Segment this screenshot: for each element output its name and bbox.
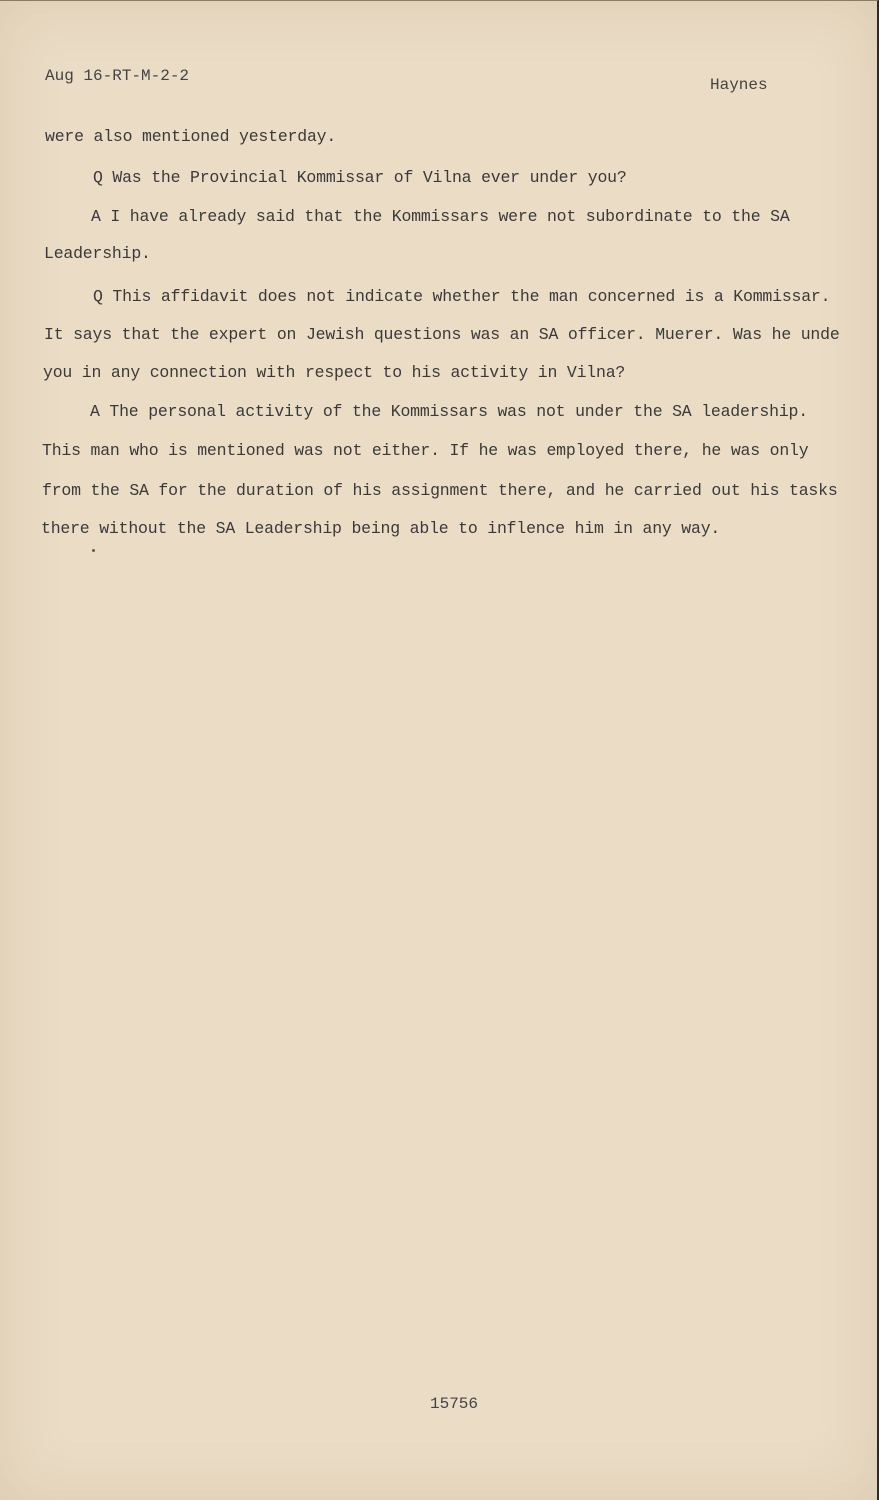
text-line: you in any connection with respect to his activity in Vilna?: [43, 363, 626, 382]
question-line: Q Was the Provincial Kommissar of Vilna ever under you?: [93, 168, 627, 187]
text-line: from the SA for the duration of his assignment there, and he carried out his tasks: [42, 481, 838, 500]
text-line: Leadership.: [44, 244, 151, 263]
witness-name: Haynes: [710, 76, 768, 94]
answer-line: A I have already said that the Kommissars were not subordinate to the SA: [91, 207, 790, 226]
document-reference: Aug 16-RT-M-2-2: [45, 67, 190, 85]
text-line: It says that the expert on Jewish questions was an SA officer. Muerer. Was he unde: [44, 325, 840, 344]
text-line: were also mentioned yesterday.: [45, 127, 337, 146]
page-number: 15756: [430, 1395, 479, 1413]
text-line: there without the SA Leadership being able to inflence him in any way.: [41, 519, 721, 538]
answer-line: A The personal activity of the Kommissars was not under the SA leadership.: [90, 402, 808, 421]
paper-speck: [92, 549, 95, 552]
question-line: Q This affidavit does not indicate whether the man concerned is a Kommissar.: [93, 287, 831, 306]
text-line: This man who is mentioned was not either. If he was employed there, he was only: [42, 441, 809, 460]
